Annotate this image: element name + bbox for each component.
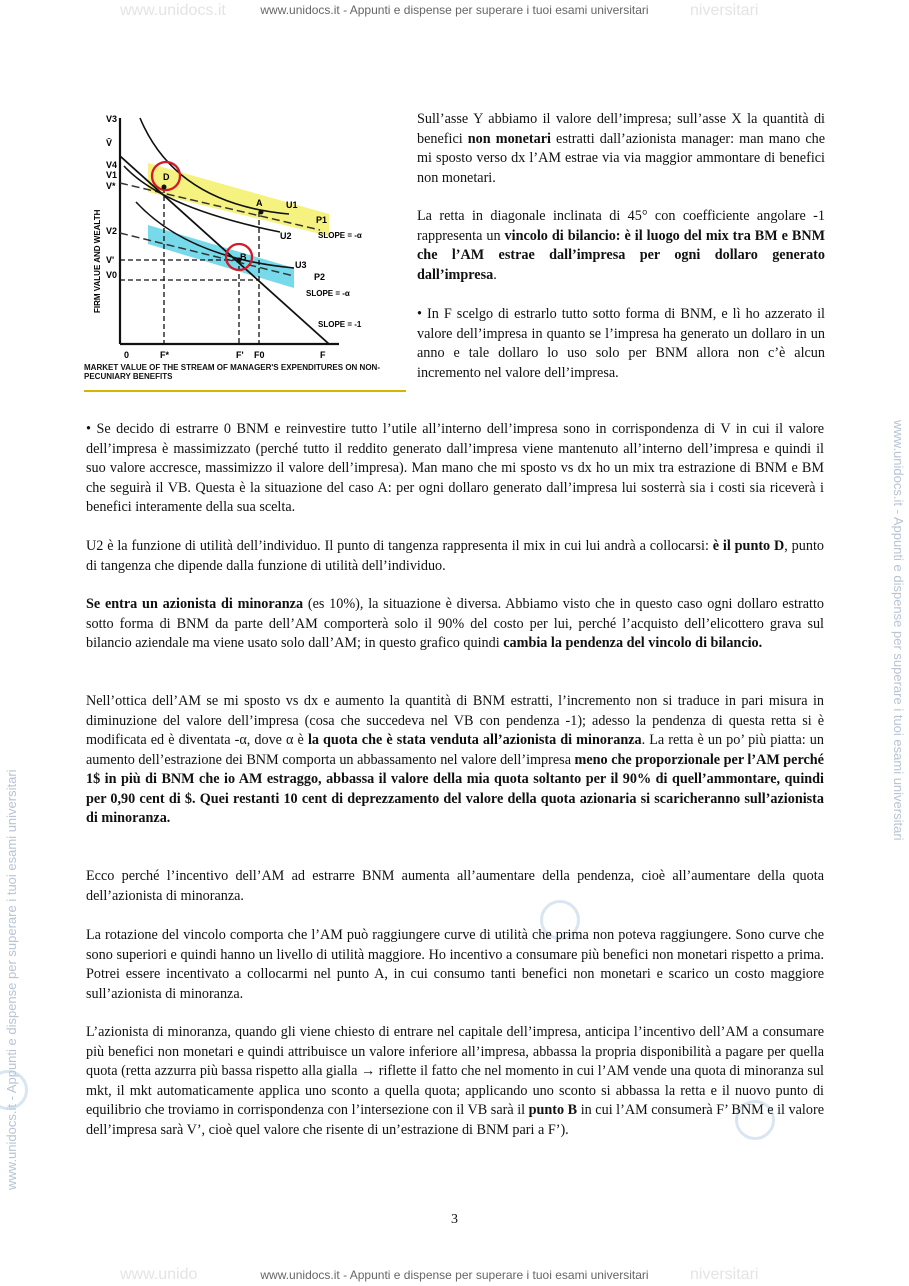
blue-highlight-band [148,225,294,288]
text-run: . [493,266,497,283]
page-header[interactable]: www.unidocs.it - Appunti e dispense per superare i tuoi esami universitari [260,3,649,17]
intro-paragraph-budget [417,207,825,285]
bold-text: punto B [528,1102,578,1118]
label-u2: U2 [280,231,292,241]
text-run: La rotazione del vincolo comporta che l’AM può raggiungere curve di utilità che prima non poteva raggiungere. Sono curve che sono superiori e quindi hanno un livello di utilità maggiore. Ho incentivo a consumare più benefici non monetari rispetto a prima. Potrei essere incentivato a collocarmi nel punto A, in cui consumo tanti benefici non monetari e scarico un costo maggiore sull’azionista di minoranza. [86,927,824,1002]
y-axis-label: FIRM VALUE AND WEALTH [93,209,102,313]
label-u3: U3 [295,260,307,270]
page-footer[interactable]: www.unidocs.it - Appunti e dispense per superare i tuoi esami universitari [260,1268,649,1282]
ghost-header-watermark: niversitari [690,2,759,19]
paragraph-u2 [86,537,824,576]
text-run: in cui l’AM consumerà F’ BNM e il valore dell’impresa sarà V’, cioè quel valore che risente di un’estrazione di BNM pari a F’). [86,1102,824,1138]
x-tick: 0 [124,350,130,360]
ghost-footer-watermark: www.unido [120,1266,198,1283]
text-run: L’azionista di minoranza, quando gli viene chiesto di entrare nel capitale dell’impresa, anticipa l’incentivo dell’AM a consumare più benefici non monetari e quindi attribuisce un valore inferiore all’impresa, abbassa la propria disponibilità a pagare per quella quota (retta azzurra più bassa rispetto alla gialla → riflette il fatto che nel momento in cui l’AM vende una quota di minoranza sul mkt, il mkt automaticamente applica uno sconto a quella quota; applicando uno sconto si abbassa la retta e il nuovo punto di equilibrio che troviamo in corrispondenza con l’intersezione con il VB sarà il [86,1024,824,1118]
intro-paragraph-axes [417,110,825,188]
y-tick: V3 [106,114,118,124]
paragraph [86,867,824,906]
text-run: Ecco perché l’incentivo dell’AM ad estrarre BNM aumenta all’aumentare della pendenza, cioè all’aumentare della quota dell’azionista di minoranza. [86,868,824,904]
y-tick: V* [106,181,116,191]
budget-line [120,156,329,344]
ghost-footer-watermark: niversitari [690,1266,759,1283]
y-tick: V2 [106,226,118,236]
y-tick: V0 [106,270,118,280]
bold-text: Se entra un azionista di minoranza [86,596,304,612]
slope-annotation: SLOPE = -α [318,231,362,240]
text-run: La retta in diagonale inclinata di 45° con coefficiente angolare -1 rappresenta un [417,208,825,244]
paragraph-rotation [86,926,824,1004]
paragraph [86,595,824,654]
y-tick: V' [106,255,115,265]
paragraph-minority-anticipation [86,1023,824,1140]
paragraph [417,305,825,383]
label-u1: U1 [286,200,298,210]
agency-cost-chart [84,108,406,394]
label-p2: P2 [314,272,326,282]
slope-annotation: SLOPE = -1 [318,320,362,329]
bold-text: meno che proporzionale per l’AM perché 1$ in più di BNM che io AM estraggo, abbassa il valore della mia quota soltanto per il 90% di quell’ammontare, quindi per 0,90 cent di $. Quei restanti 10 cent di deprezzamento del valore della quota azionaria si scaricheranno sull’azionista di minoranza. [86,751,824,826]
x-tick: F0 [254,350,265,360]
text-run: • In F scelgo di estrarlo tutto sotto forma di BNM, e lì ho azzerato il valore dell’impresa in quanto se l’impresa ha generato un dollaro in un anno e tale dollaro lo uso solo per BNM allora non c’è alcun incremento nel valore dell’impresa. [417,306,825,381]
text-run: Nell’ottica dell’AM se mi sposto vs dx e aumento la quantità di BNM estratti, l’incremento non si traduce in pari misura in diminuzione del valore dell’impresa (cosa che succedeva nel VB con pendenza -1); adesso la pendenza di questa retta si è modificata ed è diventata -α, dove α è [86,693,824,748]
paragraph-incentive [86,867,824,906]
paragraph [86,1023,824,1140]
label-p1: P1 [316,215,328,225]
y-tick: V4 [106,160,118,170]
x-axis-label: MARKET VALUE OF THE STREAM OF MANAGER'S EXPENDITURES ON NON-PECUNIARY BENEFITS [84,363,380,381]
text-run: U2 è la funzione di utilità dell’individuo. Il punto di tangenza rappresenta il mix in cui lui andrà a collocarsi: [86,538,713,554]
paragraph [417,207,825,285]
text-run: Sull’asse Y abbiamo il valore dell’impresa; sull’asse X la quantità di benefici [417,111,825,147]
x-tick: F [320,350,326,360]
y-tick: V̄ [106,138,113,148]
text-run: estratti dall’azionista manager: man mano che mi sposto verso dx l’AM estrae via via maggior ammontare di benefici non monetari. [417,130,826,186]
page-number: 3 [451,1212,458,1227]
text-run: • Se decido di estrarre 0 BNM e reinvestire tutto l’utile all’interno dell’impresa sono in corrispondenza di V in cui il valore dell’impresa è massimizzato (perché tutto il reddito generato dall’impresa viene mantenuto all’interno dell’impresa e quindi il suo valore accresce, massimizzo il valore dell’impresa). Man mano che mi sposto vs dx ho un mix tra estrazione di BNM e BM che seguirà il VB. Questa è la situazione del caso A: per ogni dollaro generato dall’impresa lui sosterrà sia i costi sia riceverà i benefici interamente della sua scelta. [86,421,824,515]
paragraph-slope [86,692,824,829]
x-tick: F* [160,350,169,360]
paragraph [86,537,824,576]
point-label-a: A [256,198,263,208]
ghost-header-watermark: www.unidocs.it [120,2,226,19]
paragraph-v [86,420,824,518]
slope-annotation: SLOPE = -α [306,289,350,298]
paragraph [86,420,824,518]
bold-text: la quota che è stata venduta all’azionista di minoranza [307,732,642,748]
side-watermark-left: www.unidocs.it - Appunti e dispense per superare i tuoi esami universitari [4,769,19,1190]
text-run: , punto di tangenza che dipende dalla funzione di utilità dell’individuo. [86,538,824,574]
paragraph [86,926,824,1004]
paragraph [417,110,825,188]
intro-paragraph-f [417,305,825,383]
point-label-d: D [163,172,170,182]
side-watermark-right: www.unidocs.it - Appunti e dispense per superare i tuoi esami universitari [891,420,906,841]
bold-text: non monetari [467,130,551,147]
point-label-b: B [240,252,247,262]
paragraph [86,692,824,829]
bold-text: è il punto D [712,538,785,554]
bold-text: vincolo di bilancio: è il luogo del mix tra BM e BNM che l’AM estrae dall’impresa per ogni dollaro generato dall’impresa [417,227,825,283]
x-tick: F' [236,350,244,360]
paragraph-minority [86,595,824,654]
text-run: . La retta è un po’ più piatta: un aumento dell’estrazione dei BNM comporta un abbassamento nel valore dell’impresa [86,732,824,768]
y-tick: V1 [106,170,118,180]
text-run: (es 10%), la situazione è diversa. Abbiamo visto che in questo caso ogni dollaro estratto sotto forma di BNM da parte dell’AM comporterà solo il 90% del costo per lui, perché l’acquisto dell’elicottero grava sul bilancio aziendale ma viene usato solo dall’AM; in questo grafico quindi [86,596,824,651]
bold-text: cambia la pendenza del vincolo di bilancio. [503,635,763,651]
